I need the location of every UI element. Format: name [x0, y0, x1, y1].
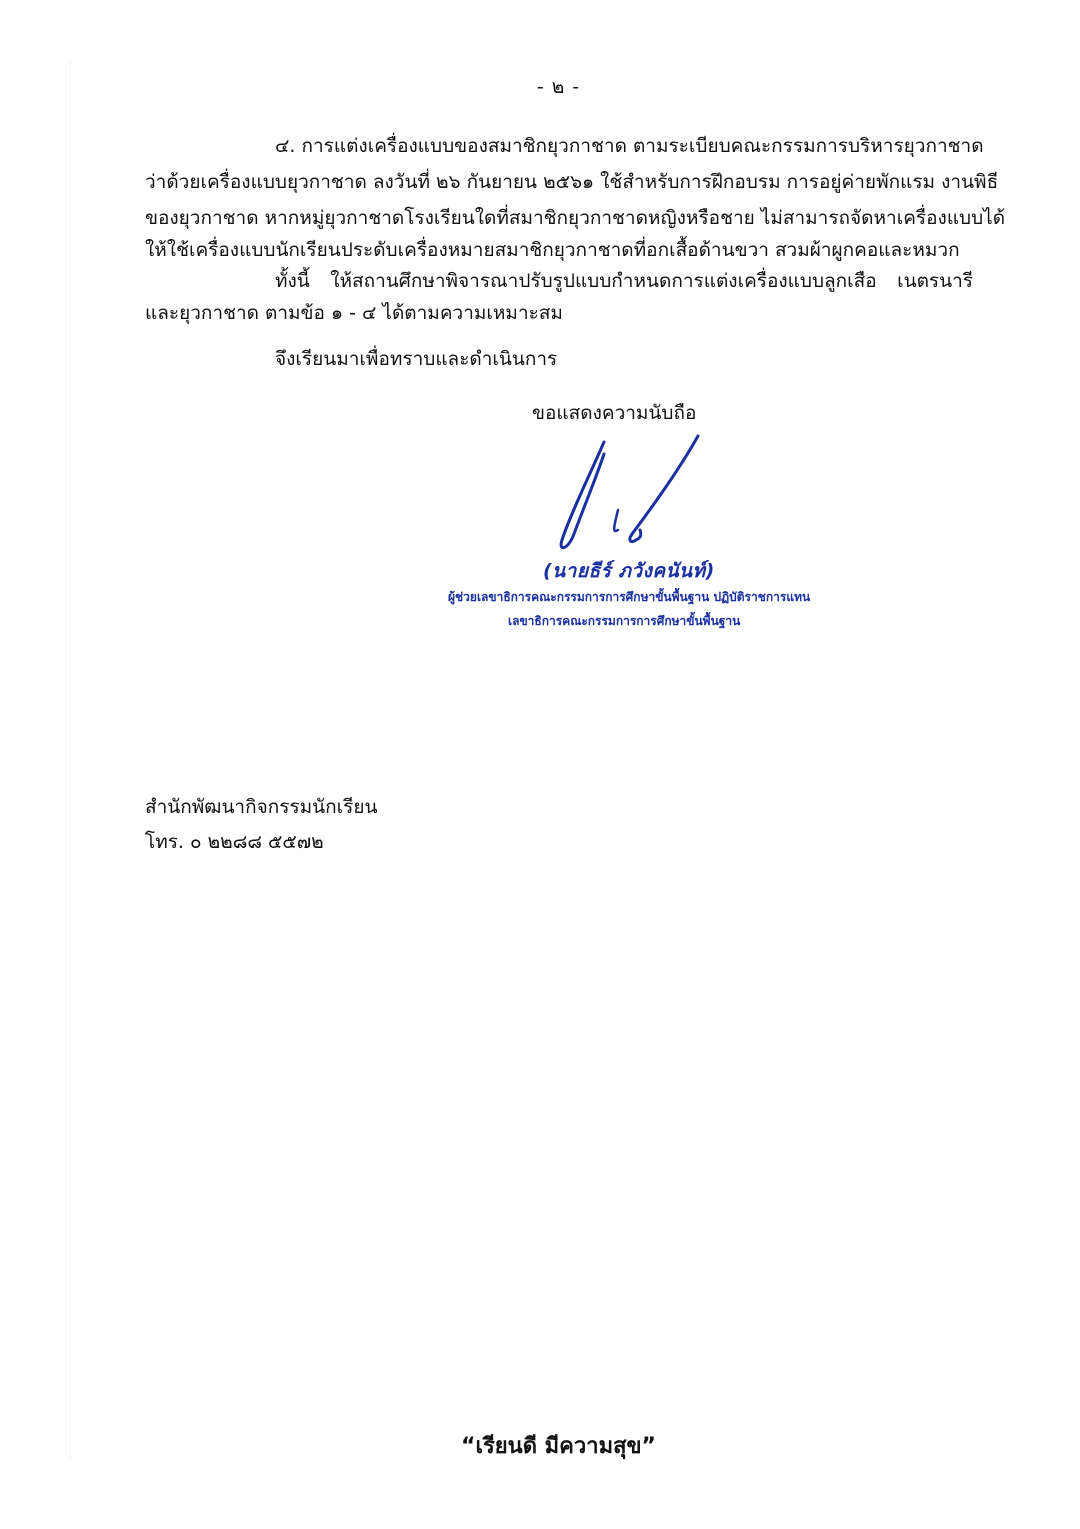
signatory-title-secondary: เลขาธิการคณะกรรมการการศึกษาขั้นพื้นฐาน — [508, 614, 741, 628]
closing-salutation: ขอแสดงความนับถือ — [532, 402, 697, 424]
item4-line1: ๔. การแต่งเครื่องแบบของสมาชิกยุวกาชาด ตามระเบียบคณะกรรมการบริหารยุวกาชาด — [275, 135, 984, 157]
footer-slogan: “เรียนดี มีความสุข” — [460, 1434, 657, 1459]
item4-line3: ของยุวกาชาด หากหมู่ยุวกาชาดโรงเรียนใดที่สมาชิกยุวกาชาดหญิงหรือชาย ไม่สามารถจัดหาเครื่องแบบได้ — [145, 207, 1006, 229]
scan-margin-line — [70, 60, 71, 1460]
item4-line4: ให้ใช้เครื่องแบบนักเรียนประดับเครื่องหมายสมาชิกยุวกาชาดที่อกเสื้อด้านขวา สวมผ้าผูกคอและหมวก — [145, 239, 960, 261]
handwritten-signature — [540, 430, 720, 560]
signatory-title-primary: ผู้ช่วยเลขาธิการคณะกรรมการการศึกษาขั้นพื้นฐาน ปฏิบัติราชการแทน — [448, 590, 811, 604]
office-contact-block — [145, 790, 378, 860]
item4-line2: ว่าด้วยเครื่องแบบยุวกาชาด ลงวันที่ ๒๖ กันยายน ๒๕๖๑ ใช้สำหรับการฝึกอบรม การอยู่ค่ายพักแรม งานพิธี — [145, 171, 999, 193]
request-line: จึงเรียนมาเพื่อทราบและดำเนินการ — [275, 348, 558, 370]
summary-line2: และยุวกาชาด ตามข้อ ๑ - ๔ ได้ตามความเหมาะสม — [145, 302, 563, 324]
page-number: - ๒ - — [536, 76, 581, 98]
office-name: สำนักพัฒนากิจกรรมนักเรียน — [145, 796, 378, 818]
office-phone: โทร. ๐ ๒๒๘๘ ๕๕๗๒ — [145, 831, 324, 853]
signatory-name: (นายธีร์ ภวังคนันท์) — [543, 560, 715, 582]
summary-line1: ทั้งนี้ ให้สถานศึกษาพิจารณาปรับรูปแบบกำหนดการแต่งเครื่องแบบลูกเสือ เนตรนารี — [275, 270, 973, 292]
